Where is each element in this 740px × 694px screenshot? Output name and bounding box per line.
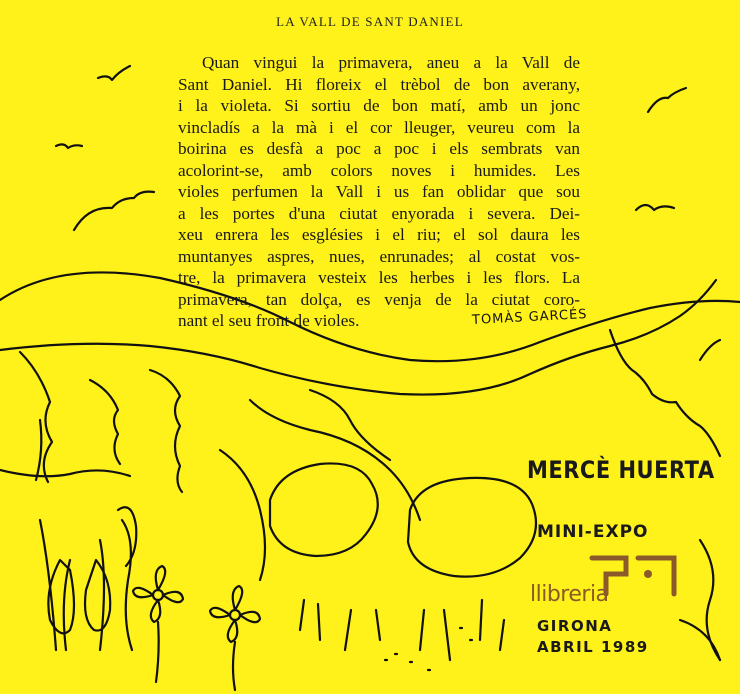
event-name: MINI-EXPO [537,522,649,542]
poem-line: nant el seu front de violes. [178,311,360,330]
bird-icon [98,66,130,80]
poem-text [178,52,580,332]
author-signature: TOMÀS GARCÉS [471,306,588,329]
poem-line: a les portes d'una ciutat enyorada i severa. Dei- [178,203,580,223]
flower-icon [133,566,183,682]
flower-icon [210,586,260,690]
page-title: LA VALL DE SANT DANIEL [276,14,464,29]
poem-line: muntanyes aspres, nues, enrunades; al costat vos- [178,246,580,266]
city: GIRONA [537,617,613,635]
poem-line: violes perfumen la Vall i us fan oblidar que sou [178,182,580,201]
poem-line: tre, la primavera vesteix les herbes i les flors. La [178,268,580,287]
poem-line: boirina es desfà a poc a poc i els sembrats van [178,139,580,158]
exhibition-date: ABRIL 1989 [537,638,649,656]
poem-line: acolorint-se, amb colors noves i humides. Les [178,160,580,180]
artist-name: MERCÈ HUERTA [527,456,715,484]
bush-left [270,463,378,556]
poem-line: xeu enrera les esglésies i el riu; el sol daura les [178,225,580,244]
poem-line: Sant Daniel. Hi floreix el trèbol de bon averany, [178,74,580,94]
bird-icon [636,205,674,210]
bush-right [408,478,536,577]
bird-icon [56,144,82,148]
poem-line: Quan vingui la primavera, aneu a la Vall de [202,53,580,72]
bird-icon [648,88,686,112]
poem-line: i la violeta. Si sortiu de bon matí, amb un jonc [178,96,580,115]
poem-line: primavera, tan dolça, es venja de la ciutat coro- [178,289,580,309]
poem-line: vincladís a la mà i el cor lleuger, veureu com la [178,117,580,137]
bird-icon [74,192,154,230]
bookshop-name: llibreria [530,582,609,607]
